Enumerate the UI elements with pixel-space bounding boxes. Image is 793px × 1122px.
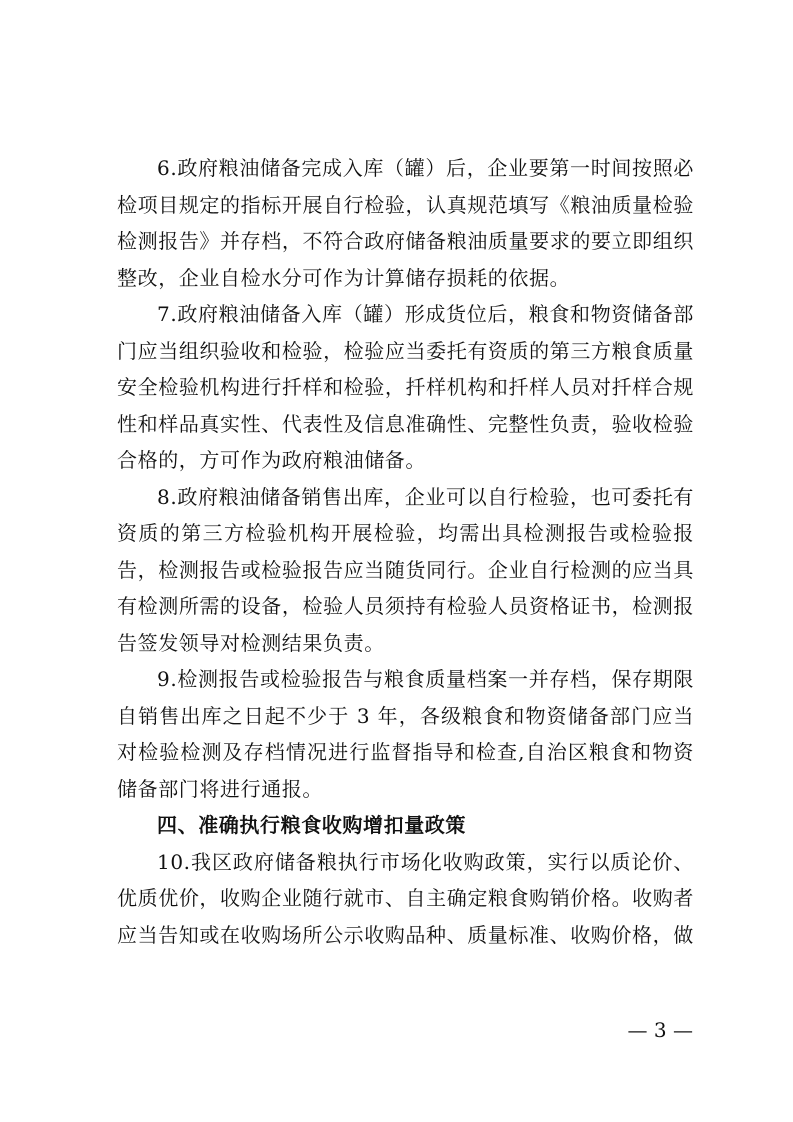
paragraph-7: 7.政府粮油储备入库（罐）形成货位后，粮食和物资储备部门应当组织验收和检验，检验应当委托有资质的第三方粮食质量安全检验机构进行扦样和检验，扦样机构和扦样人员对扦样合规性和样品真实性、代表性及信息准确性、完整性负责，验收检验合格的，方可作为政府粮油储备。 (117, 302, 694, 472)
section-heading: 四、准确执行粮食收购增扣量政策 (157, 813, 466, 837)
paragraph-8: 8.政府粮油储备销售出库，企业可以自行检验，也可委托有资质的第三方检验机构开展检验，均需出具检测报告或检验报告，检测报告或检验报告应当随货同行。企业自行检测的应当具有检测所需的设备，检验人员须持有检验人员资格证书，检测报告签发领导对检测结果负责。 (117, 484, 694, 655)
paragraph-9: 9.检测报告或检验报告与粮食质量档案一并存档，保存期限自销售出库之日起不少于 3 年，各级粮食和物资储备部门应当对检验检测及存档情况进行监督指导和检查,自治区粮食和物资储备部门将进行通报。 (117, 667, 694, 801)
paragraph-10: 10.我区政府储备粮执行市场化收购政策，实行以质论价、优质优价，收购企业随行就市、自主确定粮食购销价格。收购者应当告知或在收购场所公示收购品种、质量标准、收购价格，做 (117, 849, 694, 947)
page-number: — 3 — (627, 1018, 693, 1042)
paragraph-6: 6.政府粮油储备完成入库（罐）后，企业要第一时间按照必检项目规定的指标开展自行检验，认真规范填写《粮油质量检验检测报告》并存档，不符合政府储备粮油质量要求的要立即组织整改，企业自检水分可作为计算储存损耗的依据。 (117, 156, 694, 290)
document-body (117, 150, 694, 953)
